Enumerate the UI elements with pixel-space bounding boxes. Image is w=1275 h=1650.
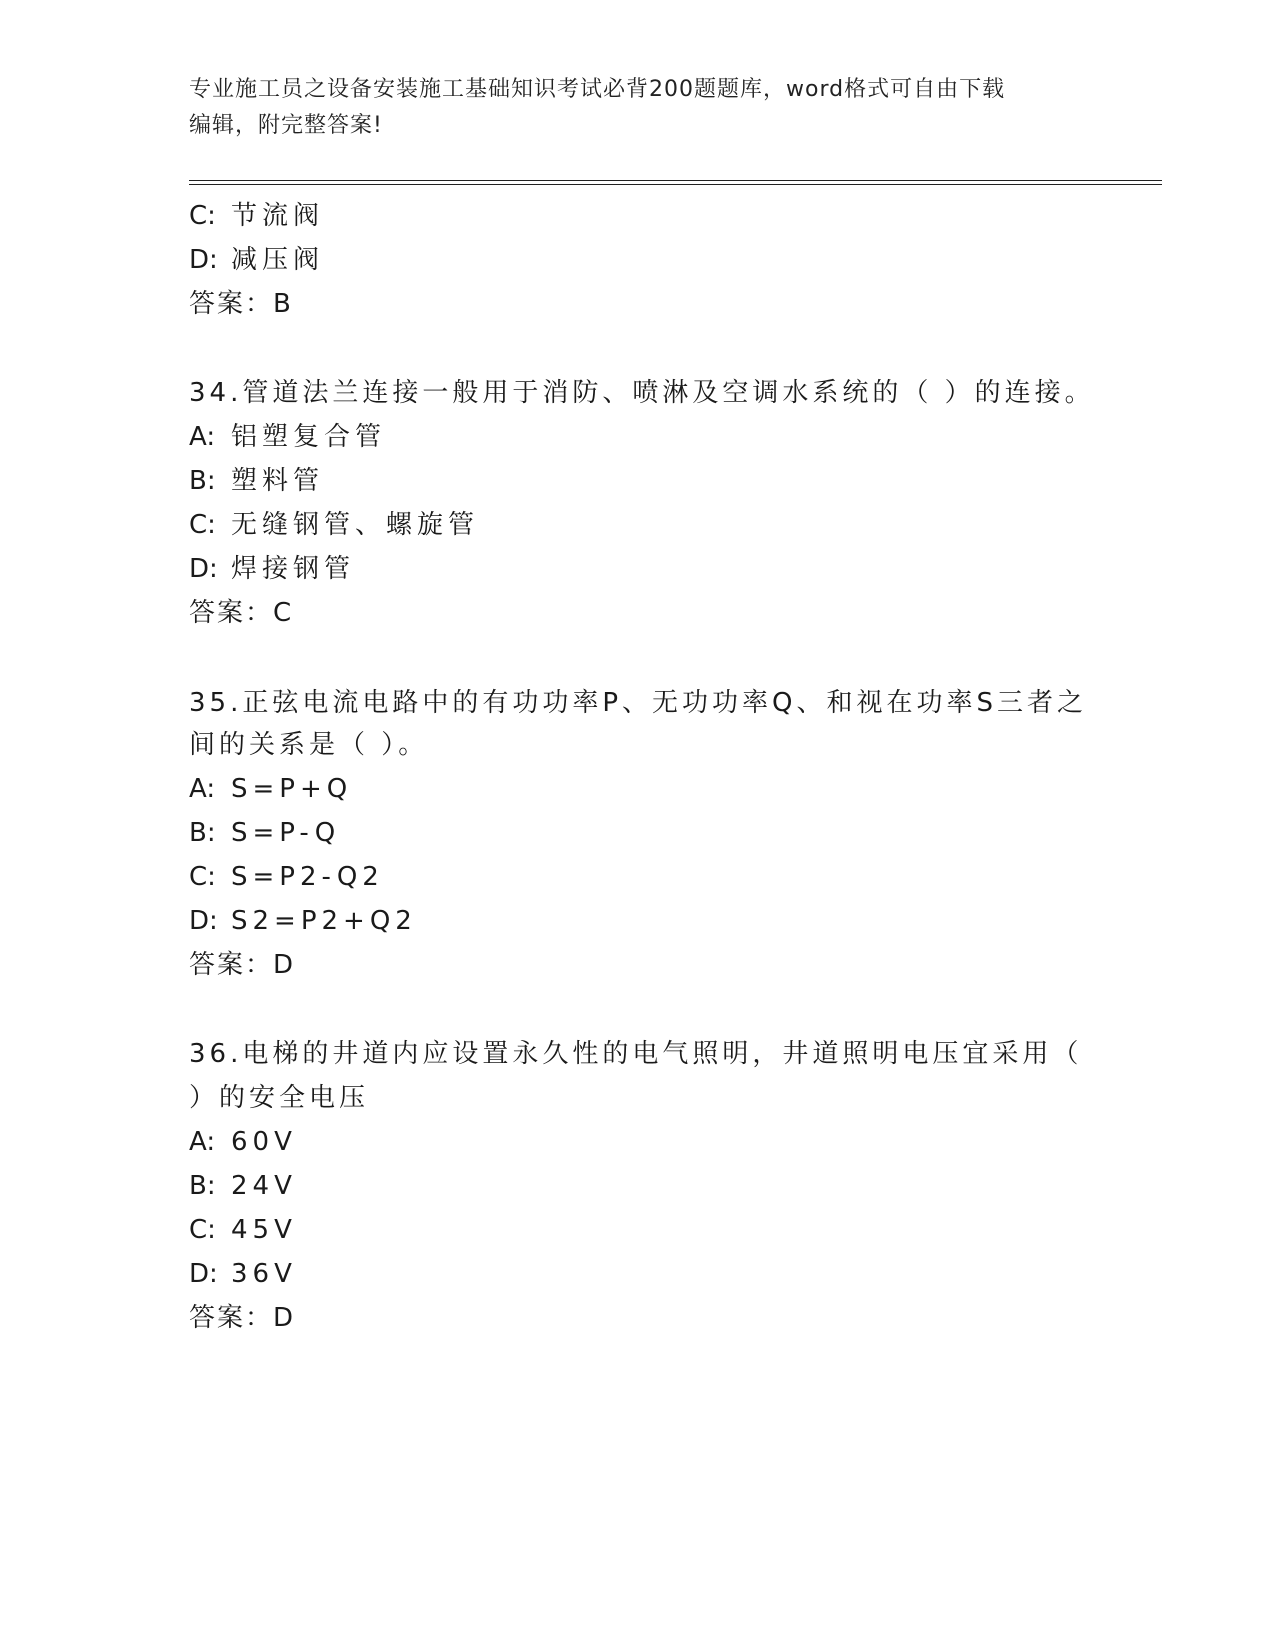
option-key: D:: [189, 1259, 218, 1289]
option-text: 无缝钢管、螺旋管: [231, 510, 480, 540]
option-key: B:: [189, 466, 216, 496]
header-line-2: 编辑，附完整答案!: [189, 113, 383, 138]
option-text: 36V: [231, 1259, 297, 1289]
q35-stem-line-2: 间的关系是（ ）。: [189, 730, 429, 760]
option-text: 60V: [231, 1127, 297, 1157]
option-text: 塑料管: [231, 466, 325, 496]
q36-answer: 答案：D: [189, 1303, 296, 1333]
q35-option-c: [189, 857, 384, 897]
prev-answer: 答案：B: [189, 289, 293, 319]
option-key: D:: [189, 245, 218, 275]
option-text: 铝塑复合管: [231, 422, 387, 452]
q36-stem-line-1: 36.电梯的井道内应设置永久性的电气照明，井道照明电压宜采用（: [189, 1039, 1083, 1069]
option-key: D:: [189, 554, 218, 584]
q35-option-b: [189, 813, 340, 853]
q34-answer: 答案：C: [189, 598, 294, 628]
document-header: [189, 72, 1089, 144]
prev-option-d: [189, 240, 324, 280]
q36-option-d: [189, 1254, 297, 1294]
q35-stem-line-1: 35.正弦电流电路中的有功功率P、无功功率Q、和视在功率S三者之: [189, 688, 1087, 718]
option-key: C:: [189, 201, 216, 231]
option-text: 24V: [231, 1171, 297, 1201]
q34-option-c: [189, 505, 479, 545]
option-text: S=P-Q: [231, 818, 341, 848]
q36-stem-line-2: ）的安全电压: [189, 1083, 370, 1113]
option-text: S2=P2+Q2: [231, 906, 417, 936]
q35-answer: 答案：D: [189, 950, 296, 980]
option-key: B:: [189, 1171, 216, 1201]
option-key: A:: [189, 1127, 216, 1157]
option-key: C:: [189, 1215, 216, 1245]
option-key: A:: [189, 422, 216, 452]
option-text: 减压阀: [231, 245, 325, 275]
option-text: S=P+Q: [231, 774, 353, 804]
option-key: D:: [189, 906, 218, 936]
q36-option-b: [189, 1166, 297, 1206]
option-text: S=P2-Q2: [231, 862, 384, 892]
q34-option-d: [189, 549, 355, 589]
q34-option-b: [189, 461, 324, 501]
header-divider-bottom: [189, 184, 1162, 185]
q36-option-a: [189, 1122, 297, 1162]
q36-option-c: [189, 1210, 297, 1250]
q34-stem: 34.管道法兰连接一般用于消防、喷淋及空调水系统的（ ）的连接。: [189, 378, 1095, 408]
option-text: 焊接钢管: [231, 554, 356, 584]
option-key: C:: [189, 862, 216, 892]
q34-option-a: [189, 417, 386, 457]
prev-option-c: [189, 196, 324, 236]
option-text: 节流阀: [231, 201, 325, 231]
option-key: A:: [189, 774, 216, 804]
q35-option-d: [189, 901, 417, 941]
option-key: C:: [189, 510, 216, 540]
option-text: 45V: [231, 1215, 297, 1245]
q35-option-a: [189, 769, 352, 809]
header-line-1: 专业施工员之设备安装施工基础知识考试必背200题题库，word格式可自由下载: [189, 77, 1006, 102]
header-divider-top: [189, 180, 1162, 181]
option-key: B:: [189, 818, 216, 848]
